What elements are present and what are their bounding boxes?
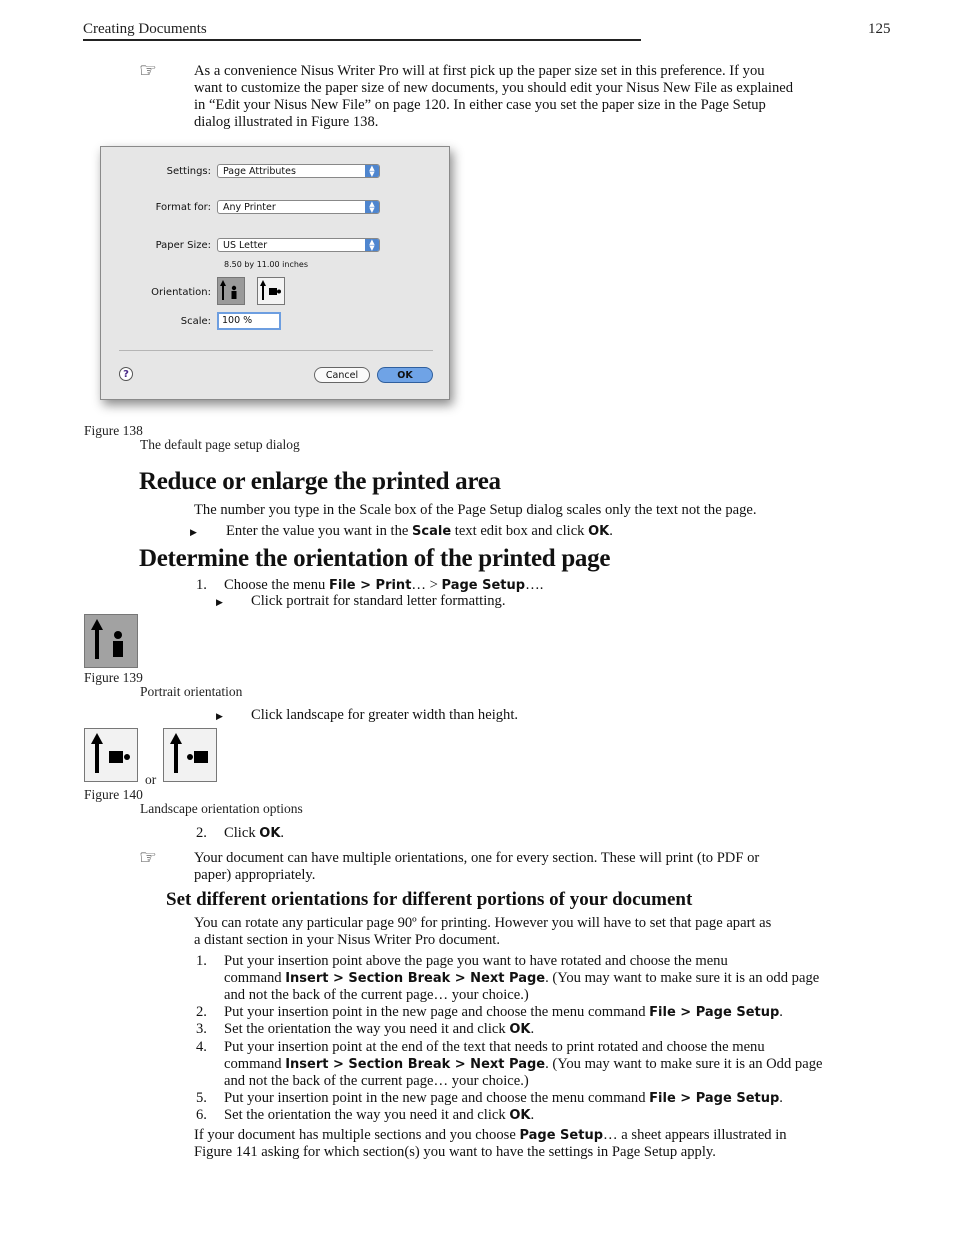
ui-term: OK	[588, 524, 610, 539]
ui-term: OK	[509, 1108, 531, 1123]
running-header: Creating Documents	[83, 21, 207, 37]
ui-term: File > Print	[328, 578, 412, 593]
note-paragraph	[194, 850, 759, 884]
dialog-separator	[119, 350, 433, 351]
section-paragraph: The number you type in the Scale box of the Page Setup dialog scales only the text not the page.	[194, 502, 757, 518]
text: . (You may want to make sure it is an Odd page	[545, 1056, 823, 1072]
format-label: Format for:	[155, 202, 211, 213]
ui-term: Insert > Section Break > Next Page	[285, 971, 546, 986]
text: command	[224, 1056, 286, 1072]
step-number: 3.	[196, 1021, 207, 1037]
popup-arrows-icon: ▲ ▼	[365, 165, 379, 177]
text: Put your insertion point in the new page and choose the menu command	[224, 1004, 650, 1020]
popup-arrows-icon: ▲ ▼	[365, 201, 379, 213]
paper-dimensions: 8.50 by 11.00 inches	[224, 260, 309, 269]
step-item	[224, 1090, 783, 1107]
section-paragraph	[194, 1127, 787, 1161]
paper-size-label: Paper Size:	[155, 240, 211, 251]
text-line	[224, 1056, 822, 1073]
page-number: 125	[868, 21, 891, 37]
text-line: a distant section in your Nisus Writer Pro document.	[194, 932, 500, 948]
subsection-heading: Set different orientations for different portions of your document	[166, 889, 693, 910]
page-setup-dialog	[100, 146, 450, 400]
section-heading: Determine the orientation of the printed page	[139, 545, 611, 572]
text-line	[194, 1127, 787, 1144]
figure-caption: The default page setup dialog	[140, 437, 300, 452]
text: .	[530, 1021, 535, 1037]
text: Click	[224, 825, 260, 841]
settings-value: Page Attributes	[223, 166, 296, 177]
bullet-triangle-icon: ▶	[216, 712, 223, 722]
text: Put your insertion point in the new page and choose the menu command	[224, 1090, 650, 1106]
ui-term: Insert > Section Break > Next Page	[285, 1057, 546, 1072]
text-line: Put your insertion point at the end of the text that needs to print rotated and choose the menu	[224, 1039, 765, 1055]
step-item	[224, 825, 284, 842]
text-line: You can rotate any particular page 90º for printing. However you will have to set that page apart as	[194, 915, 772, 931]
step-number: 1.	[196, 953, 207, 969]
note-line: Your document can have multiple orientations, one for every section. These will print (to PDF or	[194, 850, 760, 866]
step-item	[224, 1107, 534, 1124]
scale-input[interactable]: 100 %	[217, 312, 281, 330]
figure-label: Figure 139	[84, 670, 143, 685]
bullet-triangle-icon: ▶	[216, 598, 223, 608]
format-popup[interactable]	[217, 200, 380, 214]
step-number: 2.	[196, 825, 207, 841]
header-rule	[83, 39, 641, 41]
ui-term: Scale	[412, 524, 452, 539]
settings-label: Settings:	[166, 166, 211, 177]
text: … >	[411, 577, 442, 593]
note-line: As a convenience Nisus Writer Pro will at first pick up the paper size set in this preference. If you	[194, 63, 765, 79]
step-item	[224, 1039, 822, 1090]
format-value: Any Printer	[223, 202, 276, 213]
paper-size-value: US Letter	[223, 240, 268, 251]
text-line	[224, 970, 819, 987]
ui-term: Page Setup	[519, 1128, 604, 1143]
text: .	[609, 523, 613, 539]
ui-term: OK	[259, 826, 281, 841]
step-number: 1.	[196, 577, 207, 593]
step-item	[224, 1004, 783, 1021]
bullet-item: Click portrait for standard letter formatting.	[251, 593, 506, 609]
ui-term: File > Page Setup	[649, 1091, 780, 1106]
note-line: in “Edit your Nisus New File” on page 120. In either case you set the paper size in the Page Setup	[194, 97, 766, 113]
orientation-label: Orientation:	[151, 287, 211, 298]
bullet-item: Click landscape for greater width than height.	[251, 707, 519, 723]
figure-caption: Landscape orientation options	[140, 801, 303, 816]
reverse-landscape-orientation-icon	[163, 728, 217, 782]
pointing-hand-icon: ☞	[139, 58, 157, 82]
bullet-item	[226, 523, 613, 540]
text: Set the orientation the way you need it and click	[224, 1021, 510, 1037]
text-line: Put your insertion point above the page you want to have rotated and choose the menu	[224, 953, 728, 969]
text: . (You may want to make sure it is an odd page	[545, 970, 820, 986]
text: … a sheet appears illustrated in	[603, 1127, 787, 1143]
step-item	[224, 953, 819, 1004]
landscape-glyph	[85, 729, 137, 781]
section-heading: Reduce or enlarge the printed area	[139, 468, 501, 495]
ui-term: OK	[509, 1022, 531, 1037]
ui-term: Page Setup	[441, 578, 526, 593]
figure-caption: Portrait orientation	[140, 684, 243, 699]
note-line: paper) appropriately.	[194, 867, 316, 883]
figure-label: Figure 140	[84, 787, 143, 802]
section-paragraph	[194, 915, 771, 949]
ok-button[interactable]: OK	[377, 367, 433, 383]
step-number: 5.	[196, 1090, 207, 1106]
settings-popup[interactable]	[217, 164, 380, 178]
portrait-orientation-icon	[84, 614, 138, 668]
reverse-landscape-glyph	[164, 729, 216, 781]
ui-term: File > Page Setup	[649, 1005, 780, 1020]
step-number: 2.	[196, 1004, 207, 1020]
paper-size-popup[interactable]	[217, 238, 380, 252]
text: .	[779, 1090, 783, 1106]
note-line: want to customize the paper size of new documents, you should edit your Nisus New File as explained	[194, 80, 794, 96]
scale-label: Scale:	[180, 316, 211, 327]
text: ….	[525, 577, 544, 593]
text: Choose the menu	[224, 577, 329, 593]
text-line: Figure 141 asking for which section(s) you want to have the settings in Page Setup apply.	[194, 1144, 716, 1160]
step-item	[224, 1021, 534, 1038]
popup-arrows-icon: ▲ ▼	[365, 239, 379, 251]
text: .	[280, 825, 285, 841]
help-button[interactable]: ?	[119, 367, 133, 381]
figure-label: Figure 138	[84, 423, 143, 438]
step-number: 4.	[196, 1039, 207, 1055]
note-paragraph	[194, 63, 793, 131]
landscape-button[interactable]	[257, 277, 285, 305]
text: .	[779, 1004, 783, 1020]
pointing-hand-icon: ☞	[139, 845, 157, 869]
portrait-button[interactable]	[217, 277, 245, 305]
text: If your document has multiple sections and you choose	[194, 1127, 520, 1143]
portrait-icon	[218, 278, 244, 304]
text: text edit box and click	[451, 523, 589, 539]
or-text: or	[145, 772, 157, 787]
landscape-orientation-icon	[84, 728, 138, 782]
text: .	[530, 1107, 535, 1123]
bullet-triangle-icon: ▶	[190, 528, 197, 538]
text-line: and not the back of the current page… your choice.)	[224, 987, 529, 1003]
landscape-icon	[258, 278, 284, 304]
cancel-button[interactable]: Cancel	[314, 367, 370, 383]
step-number: 6.	[196, 1107, 207, 1123]
text-line: and not the back of the current page… your choice.)	[224, 1073, 529, 1089]
step-item	[224, 577, 543, 594]
portrait-glyph	[85, 615, 137, 667]
note-line: dialog illustrated in Figure 138.	[194, 114, 379, 130]
text: Enter the value you want in the	[226, 523, 413, 539]
text: Set the orientation the way you need it and click	[224, 1107, 510, 1123]
text: command	[224, 970, 286, 986]
